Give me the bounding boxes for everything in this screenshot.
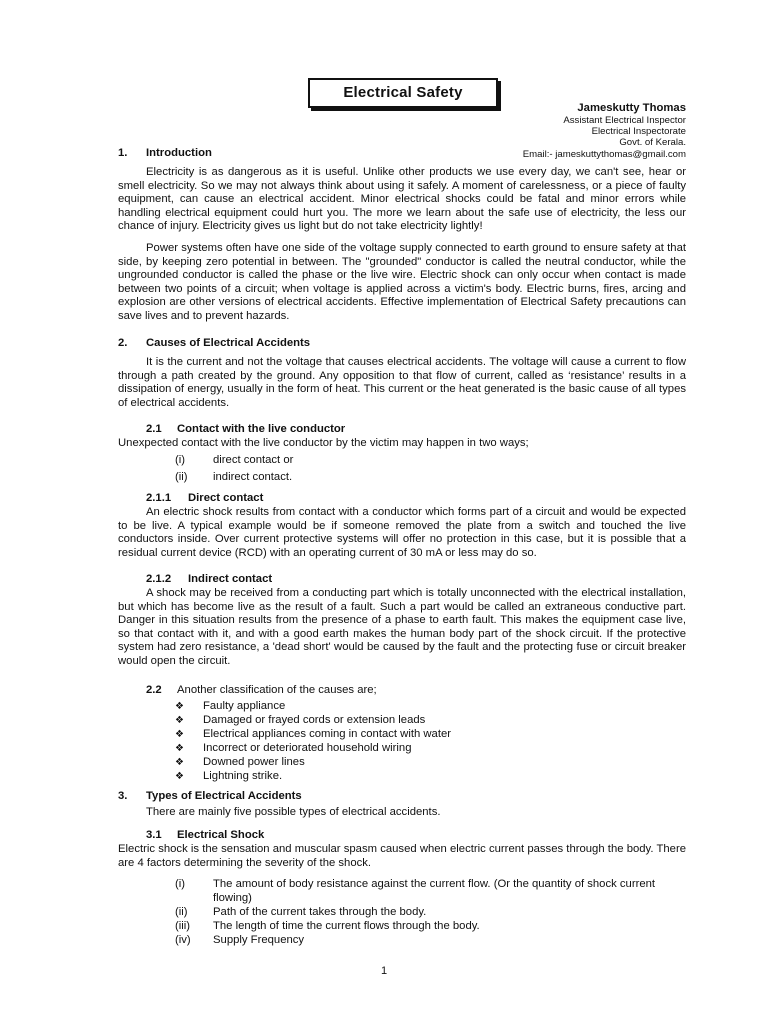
list-label: (iii) bbox=[175, 920, 191, 932]
bullet-item bbox=[175, 742, 411, 756]
bullet-icon: ❖ bbox=[175, 715, 184, 726]
list-text: Supply Frequency bbox=[213, 934, 305, 946]
list-item bbox=[175, 934, 686, 948]
section-number: 2.1 bbox=[146, 423, 162, 435]
list-label: (i) bbox=[175, 454, 186, 466]
bullet-item bbox=[175, 714, 425, 728]
list-item bbox=[175, 878, 686, 905]
section-2-heading bbox=[118, 337, 310, 351]
list-label: (ii) bbox=[175, 906, 188, 918]
section-2-1-1-heading bbox=[146, 492, 263, 506]
author-name: Jameskutty Thomas bbox=[577, 102, 686, 114]
list-text: The length of time the current flows through the body. bbox=[213, 920, 480, 932]
paragraph: Electric shock is the sensation and muscular spasm caused when electric current passes through the body. There are 4 factors determining the severity of the shock. bbox=[118, 843, 686, 869]
section-number: 1. bbox=[118, 147, 128, 159]
list-text: Path of the current takes through the body. bbox=[213, 906, 427, 918]
bullet-text: Lightning strike. bbox=[203, 770, 283, 782]
section-title: Electrical Shock bbox=[177, 829, 265, 841]
list-item bbox=[175, 906, 686, 920]
section-2-1-heading bbox=[146, 423, 345, 437]
bullet-icon: ❖ bbox=[175, 757, 184, 768]
bullet-text: Damaged or frayed cords or extension leads bbox=[203, 714, 426, 726]
section-2-1-2-heading bbox=[146, 573, 272, 587]
section-2-2-intro bbox=[146, 684, 377, 698]
section-number: 2. bbox=[118, 337, 128, 349]
list-label: (iv) bbox=[175, 934, 191, 946]
section-1-heading bbox=[118, 147, 212, 161]
bullet-icon: ❖ bbox=[175, 729, 184, 740]
bullet-item bbox=[175, 700, 285, 714]
section-3-1-heading bbox=[146, 829, 264, 843]
section-title: Direct contact bbox=[188, 492, 264, 504]
paragraph: It is the current and not the voltage that causes electrical accidents. The voltage will cause a current to flow through a path created by the ground. Any opposition to that flow of current, called as ‘resistance’ results in a dissipation of energy, usually in the form of heat. This current or the heat generated is the basic cause of all types of electrical accidents. bbox=[118, 356, 686, 409]
list-label: (ii) bbox=[175, 471, 188, 483]
bullet-item bbox=[175, 728, 451, 742]
bullet-icon: ❖ bbox=[175, 701, 184, 712]
list-text: The amount of body resistance against the current flow. (Or the quantity of shock current flowing) bbox=[213, 878, 656, 904]
bullet-icon: ❖ bbox=[175, 771, 184, 782]
bullet-text: Downed power lines bbox=[203, 756, 305, 768]
list-label: (i) bbox=[175, 878, 186, 890]
list-item bbox=[175, 920, 686, 934]
section-number: 2.1.1 bbox=[146, 492, 172, 504]
author-org: Govt. of Kerala. bbox=[619, 137, 686, 149]
paragraph: Power systems often have one side of the voltage supply connected to earth ground to ensure safety at that side, by keeping zero potential in between. The "grounded" conductor is called the neutral conductor, while the ungrounded conductor is called the phase or the live wire. Electric shock can only occur when contact is made between two points of a circuit; when voltage is applied across a victim's body. Electric burns, fires, arcing and explosion are other versions of electrical accidents. Effective implementation of Electrical Safety precautions can save lives and to prevent hazards. bbox=[118, 242, 686, 322]
author-email: Email:- jameskuttythomas@gmail.com bbox=[522, 148, 686, 160]
paragraph: An electric shock results from contact with a conductor which forms part of a circuit and would be expected to be live. A typical example would be if someone removed the plate from a switch and touched the live conductors inside. Over current protective systems will offer no protection in this case, but it is possible that a residual current device (RCD) with an operating current of 30 mA or less may do so. bbox=[118, 506, 686, 559]
paragraph: A shock may be received from a conducting part which is totally unconnected with the electrical installation, but which has become live as the result of a fault. Such a part would be called an extraneous conductive part. Danger in this situation results from the presence of a phase to earth fault. This makes the equipment case live, so that contact with it, and with a good earth makes the human body part of the shock circuit. If the protective system had zero resistance, a 'dead short' would be caused by the fault and the protecting fuse or circuit breaker would open the circuit. bbox=[118, 587, 686, 667]
list-text: indirect contact. bbox=[213, 471, 293, 483]
section-text: Another classification of the causes are; bbox=[177, 684, 377, 696]
section-title: Types of Electrical Accidents bbox=[146, 790, 302, 802]
section-number: 3. bbox=[118, 790, 128, 802]
section-title: Contact with the live conductor bbox=[177, 423, 346, 435]
section-number: 3.1 bbox=[146, 829, 162, 841]
list-item bbox=[175, 454, 686, 468]
author-block bbox=[523, 101, 686, 160]
bullet-icon: ❖ bbox=[175, 743, 184, 754]
bullet-item bbox=[175, 756, 305, 770]
author-department: Electrical Inspectorate bbox=[591, 126, 686, 138]
section-title: Introduction bbox=[146, 147, 212, 159]
bullet-text: Electrical appliances coming in contact with water bbox=[203, 728, 452, 740]
section-title: Causes of Electrical Accidents bbox=[146, 337, 311, 349]
paragraph: Unexpected contact with the live conductor by the victim may happen in two ways; bbox=[118, 437, 529, 449]
bullet-text: Incorrect or deteriorated household wiring bbox=[203, 742, 412, 754]
document-title: Electrical Safety bbox=[308, 78, 498, 108]
paragraph: There are mainly five possible types of electrical accidents. bbox=[146, 806, 441, 818]
paragraph: Electricity is as dangerous as it is useful. Unlike other products we use every day, we can't see, hear or smell electricity. So we may not always think about using it safely. A moment of carelessness, or a piece of faulty equipment, can cause an electrical accident. Minor electrical shocks could be fatal and minor errors while handling electrical equipment could hurt you. The more we learn about the safe use of electricity, the less our chance of injury. Electricity gives us light but do not take electricity lightly! bbox=[118, 166, 686, 233]
list-item bbox=[175, 471, 686, 485]
section-title: Indirect contact bbox=[188, 573, 273, 585]
bullet-item bbox=[175, 770, 282, 784]
author-role: Assistant Electrical Inspector bbox=[563, 115, 686, 126]
section-number: 2.1.2 bbox=[146, 573, 172, 585]
page-number: 1 bbox=[380, 965, 388, 977]
bullet-text: Faulty appliance bbox=[203, 700, 286, 712]
section-number: 2.2 bbox=[146, 684, 162, 696]
section-3-heading bbox=[118, 790, 302, 804]
list-text: direct contact or bbox=[213, 454, 294, 466]
